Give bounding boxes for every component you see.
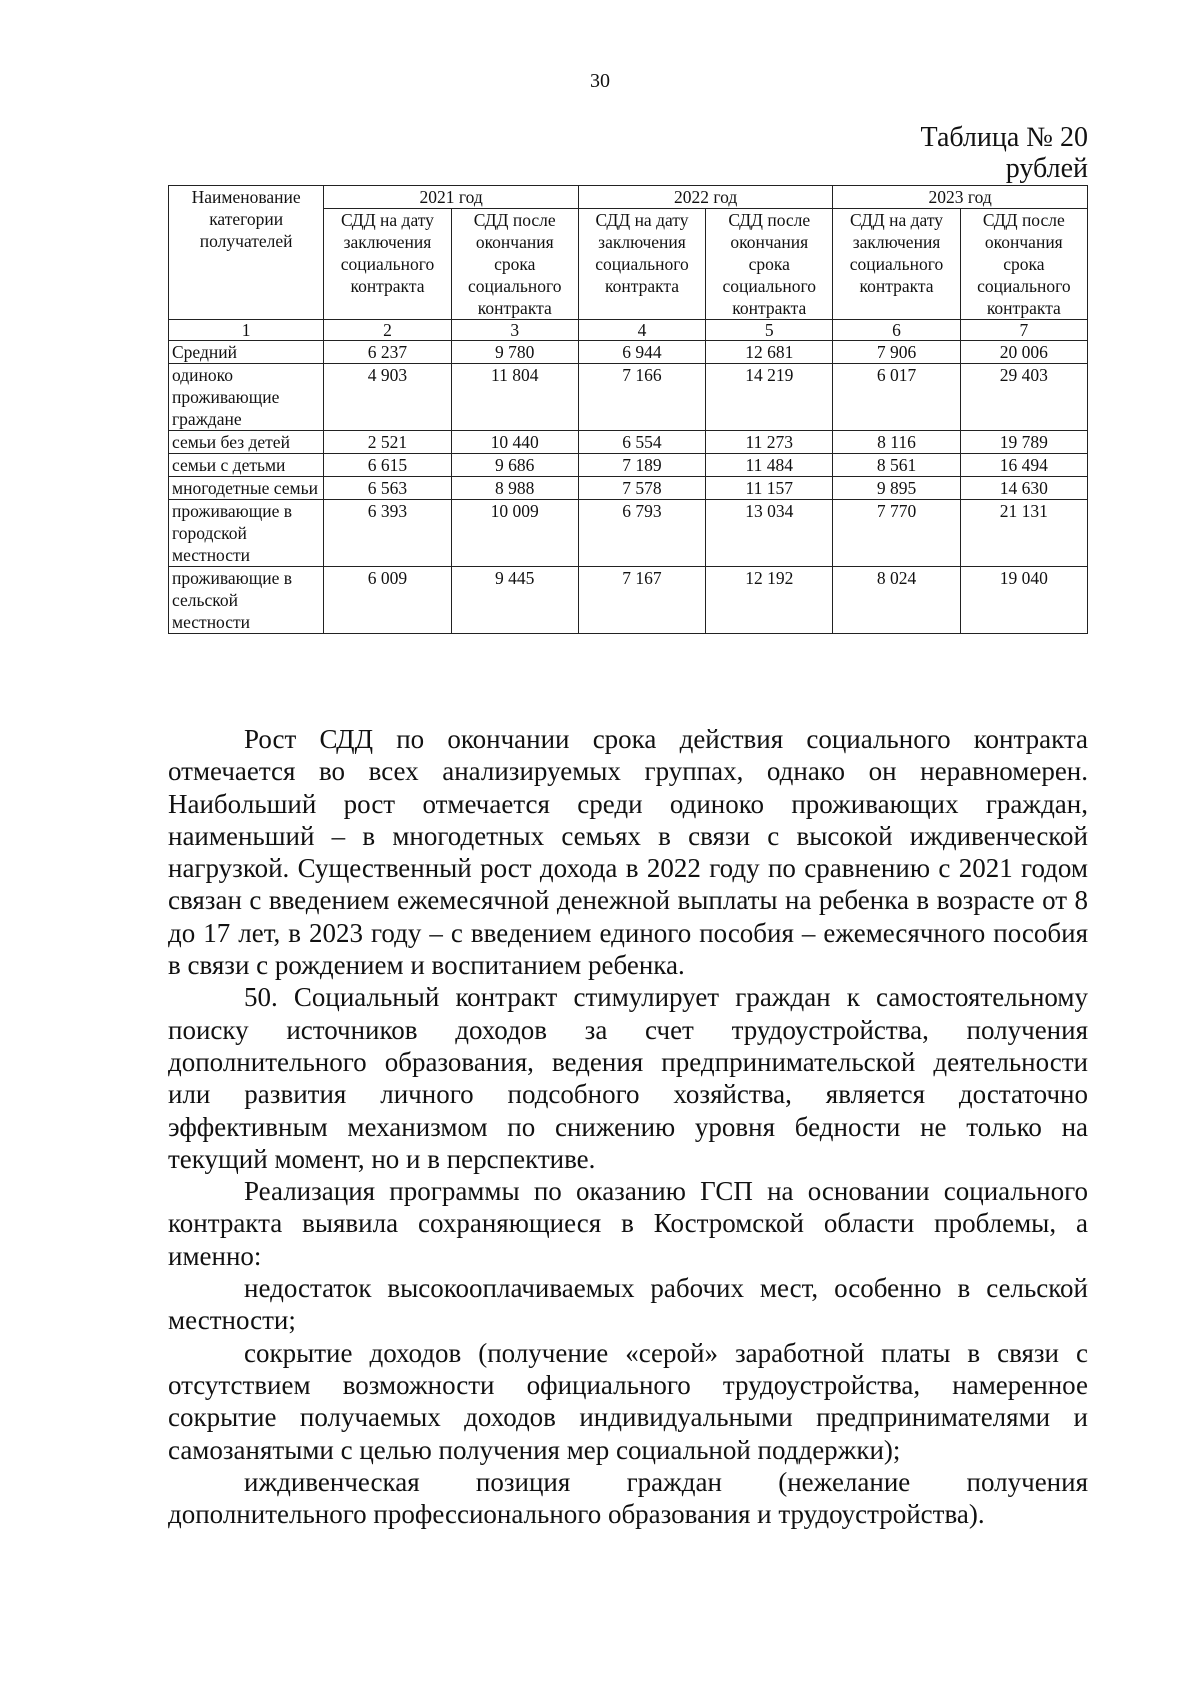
row-value: 11 804	[451, 364, 578, 431]
paragraph: 50. Социальный контракт стимулирует граждан к самостоятельному поиску источников доходов за счет трудоустройства, получения дополнительного образования, ведения предпринимательской деятельности или развития личного подсобного хозяйства, является достаточно эффективным механизмом по снижению уровня бедности не только на текущий момент, но и в перспективе.	[168, 982, 1088, 1174]
row-value: 7 770	[833, 500, 960, 567]
column-number: 7	[960, 320, 1087, 341]
table-row	[169, 341, 1088, 364]
row-value: 9 686	[451, 454, 578, 477]
table-header-row-years	[169, 186, 1088, 209]
row-category: проживающие в сельской местности	[169, 567, 324, 634]
header-year-2021: 2021 год	[324, 186, 579, 209]
row-category: проживающие в городской местности	[169, 500, 324, 567]
row-value: 2 521	[324, 431, 451, 454]
column-number: 4	[578, 320, 705, 341]
header-sub-after: СДД после окончания срока социального контракта	[960, 209, 1087, 320]
row-value: 13 034	[706, 500, 833, 567]
row-category: семьи с детьми	[169, 454, 324, 477]
row-value: 7 189	[578, 454, 705, 477]
row-value: 16 494	[960, 454, 1087, 477]
row-value: 9 445	[451, 567, 578, 634]
row-value: 19 789	[960, 431, 1087, 454]
row-category: Средний	[169, 341, 324, 364]
header-category: Наименование категории получателей	[169, 186, 324, 320]
page-number: 30	[590, 70, 610, 92]
table-row	[169, 431, 1088, 454]
table-row	[169, 567, 1088, 634]
paragraph: Рост СДД по окончании срока действия социального контракта отмечается во всех анализируемых группах, однако он неравномерен. Наибольший рост отмечается среди одиноко проживающих граждан, наименьший – в многодетных семьях в связи с высокой иждивенческой нагрузкой. Существенный рост дохода в 2022 году по сравнению с 2021 годом связан с введением ежемесячной денежной выплаты на ребенка в возрасте от 8 до 17 лет, в 2023 году – с введением единого пособия – ежемесячного пособия в связи с рождением и воспитанием ребенка.	[168, 724, 1088, 981]
row-value: 9 895	[833, 477, 960, 500]
row-value: 20 006	[960, 341, 1087, 364]
column-number: 1	[169, 320, 324, 341]
row-value: 8 561	[833, 454, 960, 477]
table-row	[169, 500, 1088, 567]
row-category: многодетные семьи	[169, 477, 324, 500]
row-value: 6 615	[324, 454, 451, 477]
row-value: 10 440	[451, 431, 578, 454]
header-sub-before: СДД на дату заключения социального контракта	[578, 209, 705, 320]
row-value: 10 009	[451, 500, 578, 567]
row-value: 12 192	[706, 567, 833, 634]
row-value: 6 017	[833, 364, 960, 431]
column-number: 5	[706, 320, 833, 341]
body-text	[168, 723, 1088, 1530]
row-value: 8 024	[833, 567, 960, 634]
row-value: 7 578	[578, 477, 705, 500]
table-column-numbers	[169, 320, 1088, 341]
row-value: 6 563	[324, 477, 451, 500]
row-value: 7 906	[833, 341, 960, 364]
row-value: 6 944	[578, 341, 705, 364]
header-sub-after: СДД после окончания срока социального контракта	[451, 209, 578, 320]
row-value: 8 116	[833, 431, 960, 454]
paragraph: сокрытие доходов (получение «серой» заработной платы в связи с отсутствием возможности официального трудоустройства, намеренное сокрытие получаемых доходов индивидуальными предпринимателями и самозанятыми с целью получения мер социальной поддержки);	[168, 1337, 1088, 1465]
table-body	[169, 341, 1088, 634]
row-value: 8 988	[451, 477, 578, 500]
table-row	[169, 454, 1088, 477]
row-value: 4 903	[324, 364, 451, 431]
row-value: 6 009	[324, 567, 451, 634]
row-category: одиноко проживающие граждане	[169, 364, 324, 431]
row-value: 6 237	[324, 341, 451, 364]
header-year-2022: 2022 год	[578, 186, 833, 209]
column-number: 6	[833, 320, 960, 341]
row-value: 19 040	[960, 567, 1087, 634]
column-number: 3	[451, 320, 578, 341]
header-sub-after: СДД после окончания срока социального контракта	[706, 209, 833, 320]
row-value: 6 793	[578, 500, 705, 567]
paragraph: иждивенческая позиция граждан (нежелание получения дополнительного профессионального образования и трудоустройства).	[168, 1466, 1088, 1530]
header-sub-before: СДД на дату заключения социального контракта	[833, 209, 960, 320]
row-value: 9 780	[451, 341, 578, 364]
table-row	[169, 364, 1088, 431]
row-value: 7 167	[578, 567, 705, 634]
income-table	[168, 185, 1088, 634]
row-value: 21 131	[960, 500, 1087, 567]
table-caption: Таблица № 20	[920, 122, 1088, 153]
row-category: семьи без детей	[169, 431, 324, 454]
row-value: 12 681	[706, 341, 833, 364]
header-year-2023: 2023 год	[833, 186, 1088, 209]
paragraph: Реализация программы по оказанию ГСП на основании социального контракта выявила сохраняющиеся в Костромской области проблемы, а именно:	[168, 1176, 1088, 1271]
row-value: 14 630	[960, 477, 1087, 500]
row-value: 6 554	[578, 431, 705, 454]
row-value: 11 484	[706, 454, 833, 477]
column-number: 2	[324, 320, 451, 341]
row-value: 7 166	[578, 364, 705, 431]
paragraph: недостаток высокооплачиваемых рабочих мест, особенно в сельской местности;	[168, 1273, 1088, 1336]
row-value: 6 393	[324, 500, 451, 567]
row-value: 11 273	[706, 431, 833, 454]
header-sub-before: СДД на дату заключения социального контракта	[324, 209, 451, 320]
row-value: 29 403	[960, 364, 1087, 431]
table-row	[169, 477, 1088, 500]
row-value: 14 219	[706, 364, 833, 431]
table-units: рублей	[1005, 153, 1088, 184]
row-value: 11 157	[706, 477, 833, 500]
